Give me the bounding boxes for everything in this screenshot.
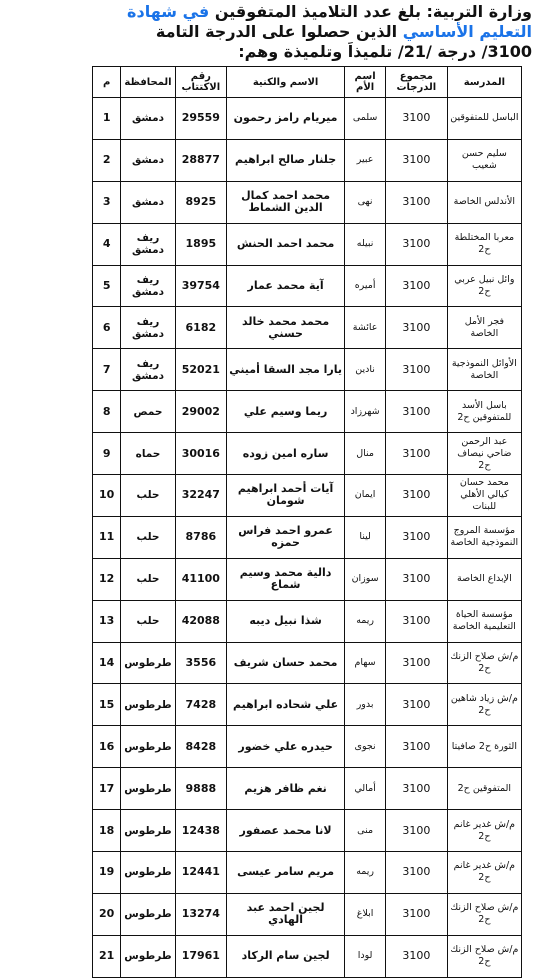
cell-number: 8428 (175, 726, 226, 768)
cell-total: 3100 (386, 181, 448, 223)
cell-index: 3 (93, 181, 121, 223)
cell-name: آيات أحمد ابراهيم شومان (226, 475, 344, 517)
cell-index: 13 (93, 600, 121, 642)
heading-line-3: 3100/ درجة /21/ تلميذاً وتلميذة وهم: (238, 42, 532, 61)
cell-index: 4 (93, 223, 121, 265)
header-school: المدرسة (447, 67, 521, 98)
cell-governorate: ريف دمشق (121, 223, 175, 265)
cell-mother: نهى (345, 181, 386, 223)
cell-mother: لينا (345, 516, 386, 558)
cell-total: 3100 (386, 852, 448, 894)
cell-name: ريما وسيم علي (226, 391, 344, 433)
cell-number: 32247 (175, 475, 226, 517)
cell-total: 3100 (386, 558, 448, 600)
cell-name: يارا مجد السقا أميني (226, 349, 344, 391)
cell-mother: سوزان (345, 558, 386, 600)
cell-school: م/ش صلاح الزنك ح2 (447, 642, 521, 684)
cell-index: 19 (93, 852, 121, 894)
results-table (92, 66, 522, 978)
cell-mother: سهام (345, 642, 386, 684)
cell-governorate: طرطوس (121, 852, 175, 894)
cell-name: علي شحاده ابراهيم (226, 684, 344, 726)
cell-school: م/ش غدير غانم ح2 (447, 810, 521, 852)
table-row (93, 98, 522, 140)
cell-total: 3100 (386, 223, 448, 265)
cell-governorate: طرطوس (121, 768, 175, 810)
cell-number: 8925 (175, 181, 226, 223)
cell-number: 12441 (175, 852, 226, 894)
cell-governorate: ريف دمشق (121, 349, 175, 391)
cell-total: 3100 (386, 600, 448, 642)
cell-index: 14 (93, 642, 121, 684)
table-row (93, 307, 522, 349)
cell-number: 41100 (175, 558, 226, 600)
cell-school: م/ش غدير غانم ح2 (447, 852, 521, 894)
cell-total: 3100 (386, 642, 448, 684)
table-row (93, 810, 522, 852)
cell-mother: نجوى (345, 726, 386, 768)
heading-line-1-highlight: في شهادة (127, 2, 210, 21)
table-row (93, 768, 522, 810)
cell-total: 3100 (386, 935, 448, 977)
table-row (93, 600, 522, 642)
cell-school: م/ش زياد شاهين ح2 (447, 684, 521, 726)
cell-total: 3100 (386, 391, 448, 433)
cell-school: عبد الرحمن ضاحي نيصاف ح2 (447, 433, 521, 475)
cell-index: 17 (93, 768, 121, 810)
header-number: رقم الاكتتاب (175, 67, 226, 98)
cell-mother: ابلاغ (345, 893, 386, 935)
cell-mother: نبيله (345, 223, 386, 265)
cell-name: آية محمد عمار (226, 265, 344, 307)
cell-mother: ايمان (345, 475, 386, 517)
cell-name: دالية محمد وسيم شماع (226, 558, 344, 600)
heading-line-2-text: الذين حصلوا على الدرجة التامة (155, 22, 398, 41)
cell-index: 11 (93, 516, 121, 558)
heading-line-2-highlight: التعليم الأساسي (402, 22, 532, 41)
heading-line-1-text: وزارة التربية: بلغ عدد التلاميذ المتفوقين (214, 2, 532, 21)
cell-name: نغم ظافر هزيم (226, 768, 344, 810)
cell-index: 1 (93, 98, 121, 140)
cell-index: 21 (93, 935, 121, 977)
cell-school: الثورة ح2 صافيتا (447, 726, 521, 768)
cell-governorate: دمشق (121, 98, 175, 140)
cell-mother: نادين (345, 349, 386, 391)
cell-number: 17961 (175, 935, 226, 977)
table-row (93, 223, 522, 265)
cell-total: 3100 (386, 768, 448, 810)
cell-name: محمد حسان شريف (226, 642, 344, 684)
cell-name: لجين احمد عبد الهادي (226, 893, 344, 935)
header-mother: اسم الأم (345, 67, 386, 98)
cell-mother: عبير (345, 139, 386, 181)
table-row (93, 642, 522, 684)
table-row (93, 893, 522, 935)
header-governorate: المحافظة (121, 67, 175, 98)
cell-school: الأندلس الخاصة (447, 181, 521, 223)
cell-index: 16 (93, 726, 121, 768)
cell-index: 2 (93, 139, 121, 181)
cell-governorate: ريف دمشق (121, 265, 175, 307)
cell-index: 12 (93, 558, 121, 600)
cell-mother: منى (345, 810, 386, 852)
cell-total: 3100 (386, 265, 448, 307)
cell-index: 10 (93, 475, 121, 517)
cell-governorate: حلب (121, 600, 175, 642)
cell-school: الإبداع الخاصة (447, 558, 521, 600)
cell-governorate: حلب (121, 516, 175, 558)
cell-total: 3100 (386, 307, 448, 349)
table-row (93, 433, 522, 475)
table-row (93, 139, 522, 181)
table-row (93, 391, 522, 433)
cell-mother: أمالي (345, 768, 386, 810)
header-row (93, 67, 522, 98)
cell-name: محمد محمد خالد حسني (226, 307, 344, 349)
table-body (93, 98, 522, 978)
cell-school: الباسل للمتفوقين (447, 98, 521, 140)
cell-total: 3100 (386, 433, 448, 475)
cell-mother: أميره (345, 265, 386, 307)
table-row (93, 516, 522, 558)
cell-name: ميريام رامز رحمون (226, 98, 344, 140)
cell-number: 8786 (175, 516, 226, 558)
cell-number: 29559 (175, 98, 226, 140)
cell-school: م/ش صلاح الزنك ح2 (447, 893, 521, 935)
cell-name: لانا محمد عصفور (226, 810, 344, 852)
cell-school: فجر الأمل الخاصة (447, 307, 521, 349)
cell-total: 3100 (386, 810, 448, 852)
cell-name: حيدره علي خضور (226, 726, 344, 768)
cell-mother: ريمه (345, 852, 386, 894)
cell-number: 30016 (175, 433, 226, 475)
cell-school: سليم حسن شعيب (447, 139, 521, 181)
cell-name: مريم سامر عيسى (226, 852, 344, 894)
cell-school: مؤسسة الحياة التعليمية الخاصة (447, 600, 521, 642)
cell-name: محمد احمد كمال الدين الشماط (226, 181, 344, 223)
cell-number: 28877 (175, 139, 226, 181)
cell-index: 18 (93, 810, 121, 852)
table-row (93, 181, 522, 223)
heading-line-2 (8, 22, 532, 42)
cell-governorate: طرطوس (121, 684, 175, 726)
cell-school: معربا المختلطة ح2 (447, 223, 521, 265)
heading-line-1 (8, 2, 532, 22)
cell-school: م/ش صلاح الزنك ح2 (447, 935, 521, 977)
table-row (93, 349, 522, 391)
cell-name: ساره امين زوده (226, 433, 344, 475)
cell-name: محمد احمد الحنش (226, 223, 344, 265)
cell-number: 6182 (175, 307, 226, 349)
cell-governorate: طرطوس (121, 935, 175, 977)
cell-mother: سلمى (345, 98, 386, 140)
table-row (93, 265, 522, 307)
cell-mother: عائشة (345, 307, 386, 349)
cell-number: 52021 (175, 349, 226, 391)
cell-school: الأوائل النموذجية الخاصة (447, 349, 521, 391)
cell-total: 3100 (386, 98, 448, 140)
cell-total: 3100 (386, 893, 448, 935)
cell-total: 3100 (386, 726, 448, 768)
header-name: الاسم والكنية (226, 67, 344, 98)
cell-index: 5 (93, 265, 121, 307)
cell-governorate: حماه (121, 433, 175, 475)
cell-mother: ريمه (345, 600, 386, 642)
cell-name: عمرو احمد فراس حمزه (226, 516, 344, 558)
cell-total: 3100 (386, 475, 448, 517)
cell-number: 29002 (175, 391, 226, 433)
cell-governorate: طرطوس (121, 642, 175, 684)
cell-index: 15 (93, 684, 121, 726)
table-row (93, 475, 522, 517)
cell-governorate: دمشق (121, 139, 175, 181)
table-row (93, 558, 522, 600)
cell-governorate: طرطوس (121, 810, 175, 852)
cell-name: لجين سام الركاد (226, 935, 344, 977)
cell-school: مؤسسة المروج النموذجية الخاصة (447, 516, 521, 558)
cell-mother: شهرزاد (345, 391, 386, 433)
cell-governorate: ريف دمشق (121, 307, 175, 349)
cell-school: باسل الأسد للمتفوقين ح2 (447, 391, 521, 433)
cell-school: وائل نبيل عربي ح2 (447, 265, 521, 307)
cell-number: 39754 (175, 265, 226, 307)
table-row (93, 726, 522, 768)
cell-total: 3100 (386, 516, 448, 558)
cell-governorate: طرطوس (121, 893, 175, 935)
cell-governorate: دمشق (121, 181, 175, 223)
cell-name: جلنار صالح ابراهيم (226, 139, 344, 181)
cell-index: 7 (93, 349, 121, 391)
cell-mother: لودا (345, 935, 386, 977)
table-row (93, 935, 522, 977)
cell-number: 3556 (175, 642, 226, 684)
header-total: مجموع الدرجات (386, 67, 448, 98)
cell-mother: بدور (345, 684, 386, 726)
cell-name: شذا نبيل ديبه (226, 600, 344, 642)
cell-governorate: طرطوس (121, 726, 175, 768)
cell-index: 20 (93, 893, 121, 935)
cell-school: محمد حسان كيالي الأهلي للبنات (447, 475, 521, 517)
cell-number: 42088 (175, 600, 226, 642)
cell-number: 9888 (175, 768, 226, 810)
table-row (93, 852, 522, 894)
announcement-heading (0, 0, 540, 68)
cell-mother: منال (345, 433, 386, 475)
cell-governorate: حلب (121, 475, 175, 517)
cell-number: 7428 (175, 684, 226, 726)
cell-total: 3100 (386, 139, 448, 181)
header-index: م (93, 67, 121, 98)
cell-total: 3100 (386, 684, 448, 726)
cell-number: 1895 (175, 223, 226, 265)
cell-number: 13274 (175, 893, 226, 935)
cell-number: 12438 (175, 810, 226, 852)
cell-school: المتفوقين ح2 (447, 768, 521, 810)
table-row (93, 684, 522, 726)
cell-total: 3100 (386, 349, 448, 391)
cell-index: 9 (93, 433, 121, 475)
cell-governorate: حلب (121, 558, 175, 600)
cell-index: 6 (93, 307, 121, 349)
cell-index: 8 (93, 391, 121, 433)
cell-governorate: حمص (121, 391, 175, 433)
